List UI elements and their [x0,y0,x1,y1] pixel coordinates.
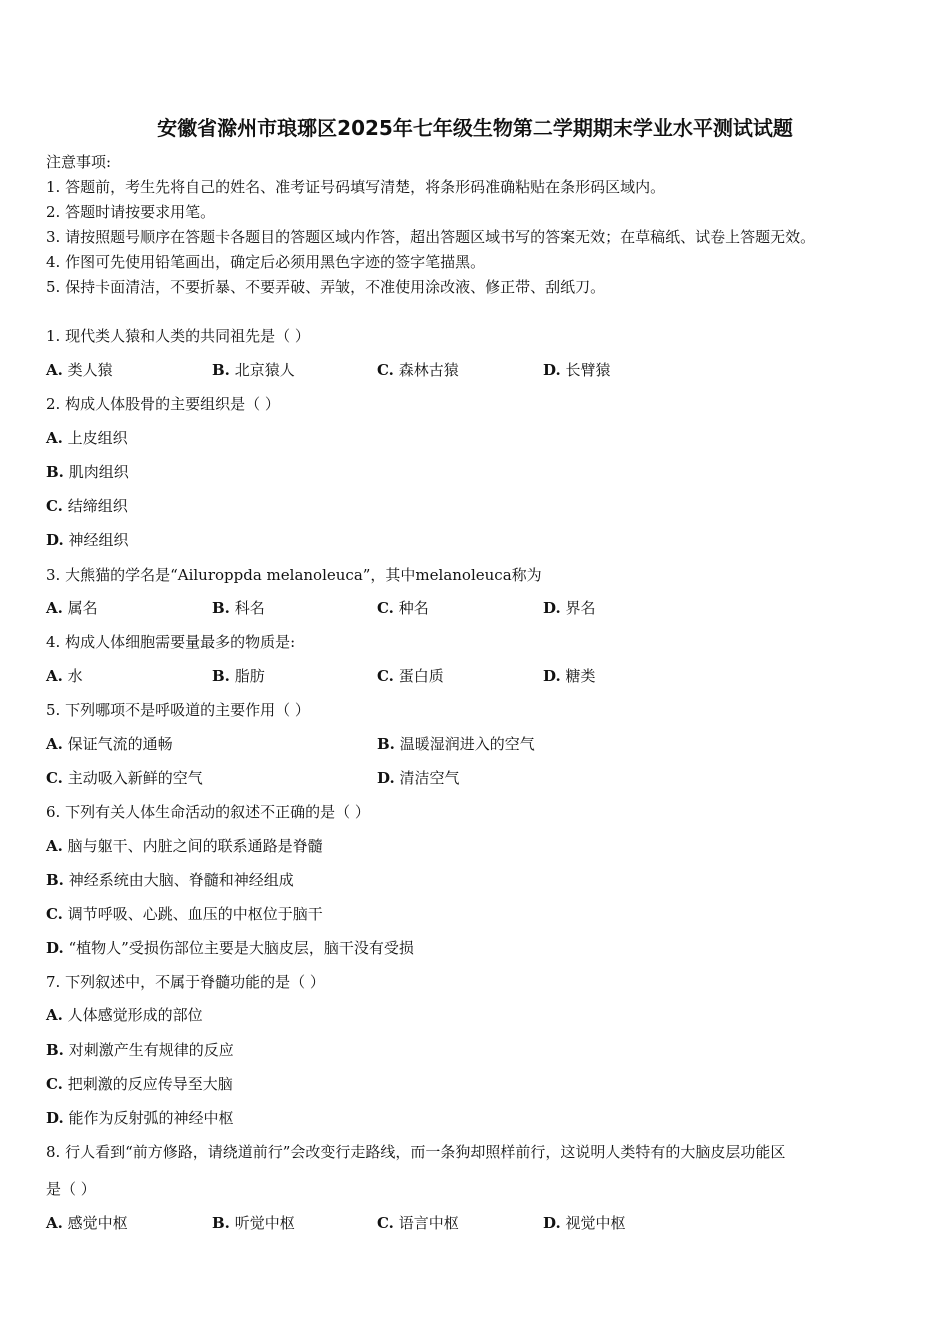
notice-item: 1. 答题前，考生先将自己的姓名、准考证号码填写清楚，将条形码准确粘贴在条形码区域内。 [46,178,666,196]
option [212,666,265,686]
option-label: C. [46,497,63,515]
option-label: A. [46,1214,63,1232]
option-text: 北京猿人 [234,361,295,379]
notice-item: 5. 保持卡面清洁，不要折暴、不要弄破、弄皱，不准使用涂改液、修正带、刮纸刀。 [46,278,606,296]
option-text: 调节呼吸、心跳、血压的中枢位于脑干 [67,905,323,923]
option [377,768,460,788]
option [46,1108,234,1128]
option-text: 神经组织 [68,531,129,549]
question-stem-continued: 是（ ） [46,1180,96,1198]
option-text: 肌肉组织 [68,463,129,481]
option [46,496,128,516]
option-label: A. [46,837,63,855]
option-label: A. [46,667,63,685]
option-label: C. [377,1214,394,1232]
option [377,734,535,754]
option-text: 语言中枢 [398,1214,459,1232]
option [46,1213,128,1233]
option [46,1040,234,1060]
option-text: 科名 [234,599,265,617]
question-stem: 8. 行人看到“前方修路，请绕道前行”会改变行走路线，而一条狗却照样前行，这说明人类特有的大脑皮层功能区 [46,1143,786,1161]
option-label: A. [46,361,63,379]
option-label: B. [212,1214,230,1232]
option-text: 类人猿 [67,361,113,379]
option [46,870,294,890]
option [543,666,596,686]
option-label: B. [212,667,230,685]
option-text: “植物人”受损伤部位主要是大脑皮层，脑干没有受损 [68,939,414,957]
question-stem: 2. 构成人体股骨的主要组织是（ ） [46,395,280,413]
option-text: 脑与躯干、内脏之间的联系通路是脊髓 [67,837,323,855]
question-stem: 6. 下列有关人体生命活动的叙述不正确的是（ ） [46,803,370,821]
option [46,938,414,958]
option-label: C. [46,1075,63,1093]
option-text: 神经系统由大脑、脊髓和神经组成 [68,871,294,889]
option-text: 长臂猿 [565,361,611,379]
option-text: 清洁空气 [399,769,460,787]
notice-item: 3. 请按照题号顺序在答题卡各题目的答题区域内作答，超出答题区域书写的答案无效；在草稿纸、试卷上答题无效。 [46,228,816,246]
option-text: 森林古猿 [398,361,459,379]
option-label: A. [46,1006,63,1024]
option [46,1074,233,1094]
option-text: 脂肪 [234,667,265,685]
option [543,360,611,380]
option-label: A. [46,599,63,617]
option [46,530,129,550]
notice-item: 4. 作图可先使用铅笔画出，确定后必须用黑色字迹的签字笔描黑。 [46,253,486,271]
option-text: 保证气流的通畅 [67,735,173,753]
option [46,360,113,380]
option [46,836,323,856]
option [543,1213,626,1233]
option-label: C. [377,361,394,379]
notice-heading: 注意事项: [46,153,112,171]
option [46,462,129,482]
option-text: 蛋白质 [398,667,444,685]
option-label: D. [543,361,561,379]
option [377,360,459,380]
question-stem: 1. 现代类人猿和人类的共同祖先是（ ） [46,327,310,345]
page-title: 安徽省滁州市琅琊区2025年七年级生物第二学期期末学业水平测试试题 [157,116,793,140]
option-label: D. [543,599,561,617]
option-label: C. [46,769,63,787]
option [46,734,173,754]
option-text: 种名 [398,599,429,617]
option-label: A. [46,735,63,753]
option-text: 糖类 [565,667,596,685]
option-label: D. [543,667,561,685]
option-text: 属名 [67,599,98,617]
option-label: D. [46,939,64,957]
option-text: 人体感觉形成的部位 [67,1006,203,1024]
option [46,428,128,448]
question-stem: 5. 下列哪项不是呼吸道的主要作用（ ） [46,701,310,719]
option-label: C. [46,905,63,923]
option-label: A. [46,429,63,447]
option-label: C. [377,667,394,685]
option [212,598,265,618]
option-label: D. [543,1214,561,1232]
option-label: B. [46,463,64,481]
option-text: 视觉中枢 [565,1214,626,1232]
option [543,598,596,618]
option-label: B. [377,735,395,753]
option-label: C. [377,599,394,617]
option [46,768,203,788]
option-label: B. [46,871,64,889]
option-text: 界名 [565,599,596,617]
option [46,666,83,686]
option [377,666,444,686]
option [212,360,295,380]
option-text: 把刺激的反应传导至大脑 [67,1075,233,1093]
option-text: 听觉中枢 [234,1214,295,1232]
question-stem: 3. 大熊猫的学名是“Ailuroppda melanoleuca”，其中melanoleuca称为 [46,566,542,584]
option-text: 对刺激产生有规律的反应 [68,1041,234,1059]
option-label: B. [46,1041,64,1059]
notice-item: 2. 答题时请按要求用笔。 [46,203,216,221]
option-text: 结缔组织 [67,497,128,515]
option [377,598,429,618]
option-label: B. [212,599,230,617]
option-text: 水 [67,667,83,685]
option [212,1213,295,1233]
question-stem: 7. 下列叙述中，不属于脊髓功能的是（ ） [46,973,325,991]
option-label: D. [377,769,395,787]
question-stem: 4. 构成人体细胞需要量最多的物质是: [46,633,296,651]
option [46,904,323,924]
option-text: 上皮组织 [67,429,128,447]
option-text: 温暖湿润进入的空气 [399,735,535,753]
option-label: D. [46,1109,64,1127]
option-label: D. [46,531,64,549]
option [46,1005,203,1025]
option-text: 感觉中枢 [67,1214,128,1232]
option-label: B. [212,361,230,379]
option-text: 能作为反射弧的神经中枢 [68,1109,234,1127]
option-text: 主动吸入新鲜的空气 [67,769,203,787]
option [46,598,98,618]
option [377,1213,459,1233]
